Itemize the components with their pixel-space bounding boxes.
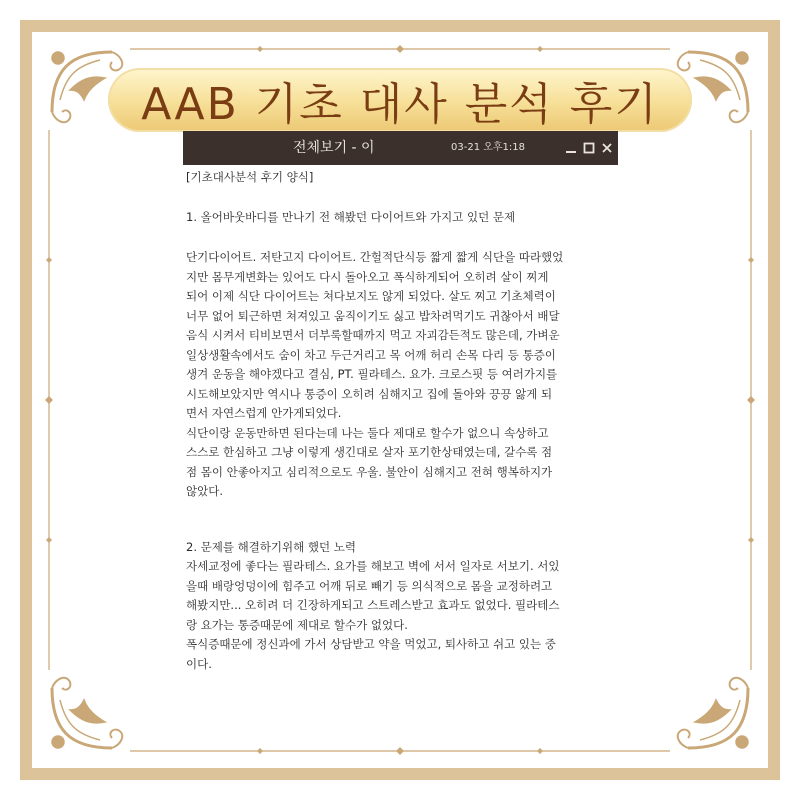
doc-line: 생겨 운동을 해야겠다고 결심, PT. 필라테스. 요가. 크로스핏 등 여러가지를 xyxy=(186,367,558,381)
doc-line: 지만 몸무게변화는 있어도 다시 돌아오고 폭식하게되어 오히려 살이 찌게 xyxy=(186,269,549,284)
doc-line: 폭식증때문에 정신과에 가서 상담받고 약을 먹었고, 퇴사하고 쉬고 있는 중 xyxy=(186,637,556,651)
doc-line: 되어 이제 식단 다이어트는 쳐다보지도 않게 되었다. 살도 찌고 기초체력이 xyxy=(186,289,556,303)
doc-line: 시도해보았지만 역시나 통증이 오히려 심해지고 집에 돌아와 끙끙 앓게 되 xyxy=(186,386,553,401)
window-title: 전체보기 - 이 xyxy=(293,140,375,156)
maximize-icon[interactable] xyxy=(581,140,597,156)
window-timestamp: 03-21 오후1:18 xyxy=(451,142,526,153)
doc-line: 자세교정에 좋다는 필라테스. 요가를 해보고 벽에 서서 일자로 서보기. 서있 xyxy=(186,559,560,573)
banner-title: AAB 기초 대사 분석 후기 xyxy=(141,79,659,130)
doc-line: 단기다이어트. 저탄고지 다이어트. 간헐적단식등 짧게 짧게 식단을 따라했었 xyxy=(186,250,564,264)
doc-heading: [기초대사분석 후기 양식] xyxy=(186,170,314,184)
section2-title: 2. 문제를 해결하기위해 했던 노력 xyxy=(186,539,357,554)
doc-line: 너무 없어 퇴근하면 쳐져있고 움직이기도 싫고 밥차려먹기도 귀찮아서 배달 xyxy=(186,308,560,323)
title-banner xyxy=(108,68,692,132)
doc-line: 일상생활속에서도 숨이 차고 두근거리고 목 어깨 허리 손목 다리 등 통증이 xyxy=(186,347,556,362)
minimize-icon[interactable] xyxy=(563,140,579,156)
doc-line: 식단이랑 운동만하면 된다는데 나는 둘다 제대로 할수가 없으니 속상하고 xyxy=(186,425,549,440)
doc-line: 않았다. xyxy=(186,484,223,498)
doc-line: 점 몸이 안좋아지고 심리적으로도 우울. 불안이 심해지고 전혀 행복하지가 xyxy=(186,464,553,479)
doc-line: 스스로 한심하고 그냥 이렇게 생긴대로 살자 포기한상태였는데, 갈수록 점 xyxy=(186,445,553,459)
document-body xyxy=(186,168,616,674)
doc-line: 을때 배랑엉덩이에 힘주고 어깨 뒤로 빼기 등 의식적으로 몸을 교정하려고 xyxy=(186,578,553,593)
doc-line: 이다. xyxy=(186,656,212,671)
doc-line: 음식 시켜서 티비보면서 더부룩할때까지 먹고 자괴감든적도 많은데, 가벼운 xyxy=(186,328,560,342)
doc-line: 면서 자연스럽게 안가게되었다. xyxy=(186,406,342,420)
doc-line: 해봤지만... 오히려 더 긴장하게되고 스트레스받고 효과도 없었다. 필라테스 xyxy=(186,598,560,612)
window-titlebar[interactable] xyxy=(183,131,618,165)
section1-title: 1. 올어바웃바디를 만나기 전 해봤던 다이어트와 가지고 있던 문제 xyxy=(186,209,516,224)
doc-line: 랑 요가는 통증때문에 제대로 할수가 없었다. xyxy=(186,617,408,632)
close-icon[interactable] xyxy=(599,140,615,156)
